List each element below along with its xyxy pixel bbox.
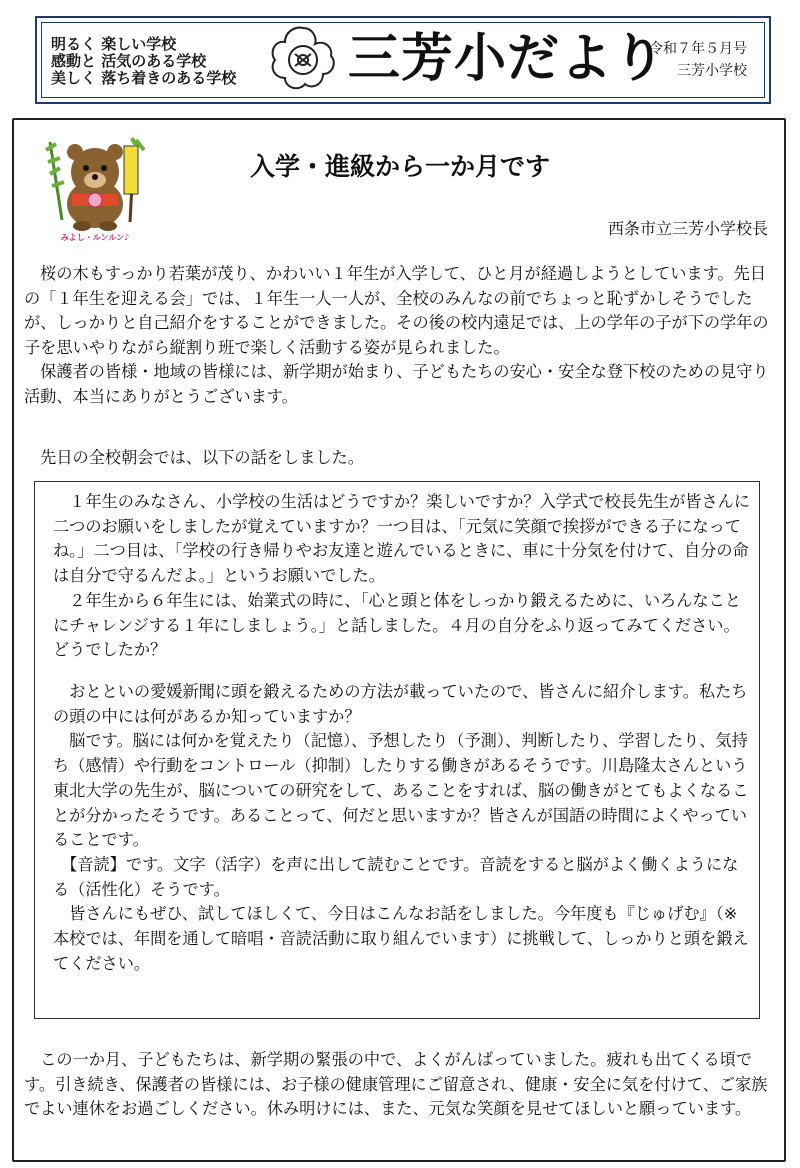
- newsletter-title: 三芳小だより: [348, 29, 667, 89]
- issue-date: 令和７年５月号: [649, 41, 747, 57]
- newsletter-header: [35, 16, 771, 104]
- closing-paragraph: この一か月、子どもたちは、新学期の緊張の中で、よくがんばっていました。疲れも出てくる頃です。引き続き、保護者の皆様には、お子様の健康管理にご留意され、健康・安全に気を付けて、ご家族でよい連休をお過ごしください。休み明けには、また、元気な笑顔を見せてほしいと願っています。: [24, 1050, 768, 1118]
- speech-part-1: １年生のみなさん、小学校の生活はどうですか？楽しいですか？入学式で校長先生が皆さんに二つのお願いをしましたが覚えていますか？一つ目は、「元気に笑顔で挨拶ができる子になってね。」二つ目は、「学校の行き帰りやお友達と遊んでいるときに、車に十分気を付けて、自分の命は自分で守るんだよ。」というお願いでした。 ２年生から６年生には、始業式の時に、「心と頭と体をしっかり鍛えるために、いろんなことにチャレンジする１年にしましょう。」と話しました。４月の自分をふり返ってみてください。どうでしたか？: [53, 492, 751, 660]
- speech-part-2: おとといの愛媛新聞に頭を鍛えるための方法が載っていたので、皆さんに紹介します。私たちの頭の中には何があるか知っていますか？ 脳です。脳には何かを覚えたり（記憶）、予想したり（予測）、判断したり、学習したり、気持ち（感情）や行動をコントロール（抑制）したりする働きがあるそうです。川島隆太さんという東北大学の先生が、脳についての研究をして、あることをすれば、脳の働きがとてもよくなることが分かったそうです。あることって、何だと思いますか？皆さんが国語の時間によくやっていることです。 【音読】です。文字（活字）を声に出して読むことです。音読をすると脳がよく働くようになる（活性化）そうです。 皆さんにもぜひ、試してほしくて、今日はこんなお話をしました。今年度も『じゅげむ』（※本校では、年間を通して暗唱・音読活動に取り組んでいます）に挑戦して、しっかりと頭を鍛えてください。: [53, 682, 749, 973]
- issue-info: [649, 38, 747, 82]
- motto-line: 美しく 落ち着きのある学校: [51, 69, 237, 87]
- lead-paragraph: 先日の全校朝会では、以下の話をしました。: [24, 448, 364, 467]
- motto-line: 感動と 活気のある学校: [51, 52, 207, 70]
- article-heading: 入学・進級から一か月です: [249, 152, 550, 181]
- school-name: 三芳小学校: [677, 63, 747, 79]
- motto-line: 明るく 楽しい学校: [51, 35, 177, 53]
- mascot-bear-icon: [40, 132, 150, 244]
- school-emblem-icon: [267, 24, 339, 96]
- article-author: 西条市立三芳小学校長: [607, 219, 768, 238]
- intro-paragraph: 桜の木もすっかり若葉が茂り、かわいい１年生が入学して、ひと月が経過しようとしています。先日の「１年生を迎える会」では、１年生一人一人が、全校のみんなの前でちょっと恥ずかしそうでしたが、しっかりと自己紹介をすることができました。その後の校内遠足では、上の学年の子が下の学年の子を思いやりながら縦割り班で楽しく活動する姿が見られました。 保護者の皆様・地域の皆様には、新学期が始まり、子どもたちの安心・安全な登下校のための見守り活動、本当にありがとうございます。: [24, 264, 769, 406]
- speech-box: [34, 481, 760, 1019]
- school-mottos: [51, 36, 236, 87]
- mascot-caption: みよし・ルンルン♪: [60, 233, 130, 242]
